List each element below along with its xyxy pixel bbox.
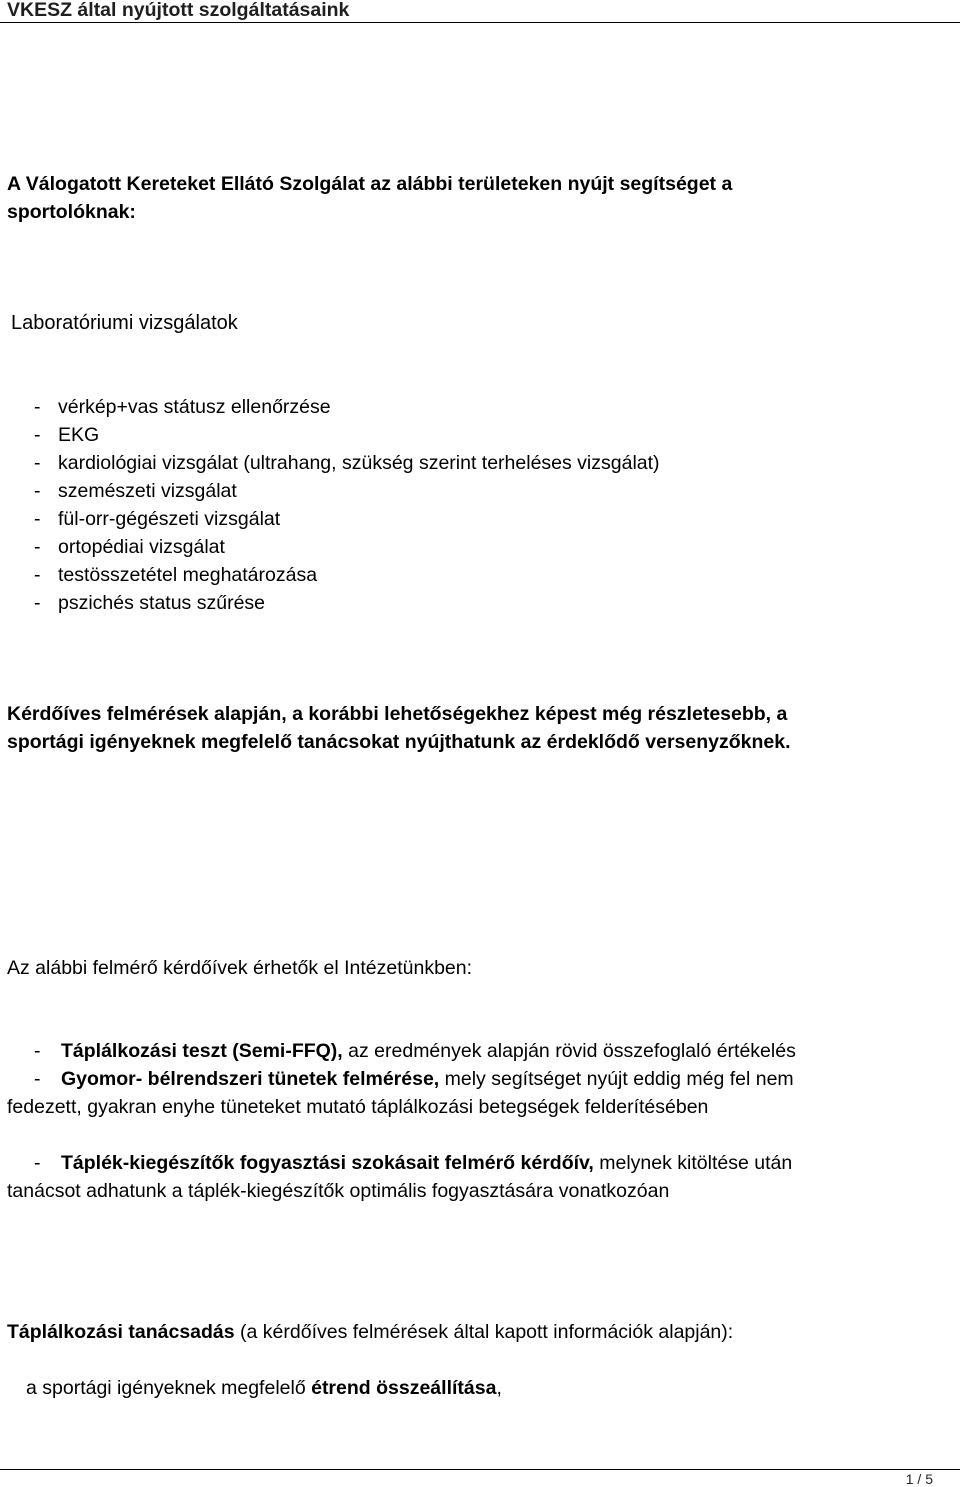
list-item: - ortopédiai vizsgálat <box>34 536 225 558</box>
list-item: - EKG <box>34 424 100 446</box>
intro-heading-line-2: sportolóknak: <box>7 201 136 223</box>
questionnaire-item-supplements: - Táplék-kiegészítők fogyasztási szokásait felmérő kérdőív, melynek kitöltése után tanácsot adhatunk a táplék-kiegészítők optimális fogyasztására vonatkozóan <box>7 1152 793 1202</box>
list-item: - szemészeti vizsgálat <box>34 480 237 502</box>
list-item: - testösszetétel meghatározása <box>34 564 318 586</box>
document-header-title: VKESZ által nyújtott szolgáltatásaink <box>7 0 350 21</box>
nutrition-advice-title: Táplálkozási tanácsadás (a kérdőíves felmérések által kapott információk alapján): <box>7 1321 734 1343</box>
footer-divider <box>0 1469 960 1470</box>
page-number: 1 / 5 <box>905 1471 933 1487</box>
survey-line-1: Kérdőíves felmérések alapján, a korábbi lehetőségekhez képest még részletesebb, a <box>7 703 788 725</box>
questionnaire-item-nutrition-test: - Táplálkozási teszt (Semi-FFQ), az eredmények alapján rövid összefoglaló értékelés <box>34 1040 796 1062</box>
lab-test-list <box>34 393 660 617</box>
list-item: - pszichés status szűrése <box>34 592 266 614</box>
intro-heading <box>7 170 732 226</box>
list-item: - fül-orr-gégészeti vizsgálat <box>34 508 281 530</box>
survey-paragraph <box>7 700 791 756</box>
intro-heading-line-1: A Válogatott Kereteket Ellátó Szolgálat az alábbi területeken nyújt segítséget a <box>7 173 733 195</box>
survey-line-2: sportági igényeknek megfelelő tanácsokat nyújthatunk az érdeklődő versenyzőknek. <box>7 731 791 753</box>
lab-section-title: Laboratóriumi vizsgálatok <box>11 312 238 334</box>
questionnaires-intro: Az alábbi felmérő kérdőívek érhetők el Intézetünkben: <box>7 957 473 979</box>
list-item: - kardiológiai vizsgálat (ultrahang, szükség szerint terheléses vizsgálat) <box>34 452 660 474</box>
header-divider <box>0 22 960 23</box>
list-item: - vérkép+vas státusz ellenőrzése <box>34 396 331 418</box>
questionnaire-item-gi-symptoms: - Gyomor- bélrendszeri tünetek felmérése, mely segítséget nyújt eddig még fel nem fedezett, gyakran enyhe tüneteket mutató táplálkozási betegségek felderítésében <box>7 1068 794 1118</box>
nutrition-advice-item: a sportági igényeknek megfelelő étrend összeállítása, <box>26 1377 502 1399</box>
